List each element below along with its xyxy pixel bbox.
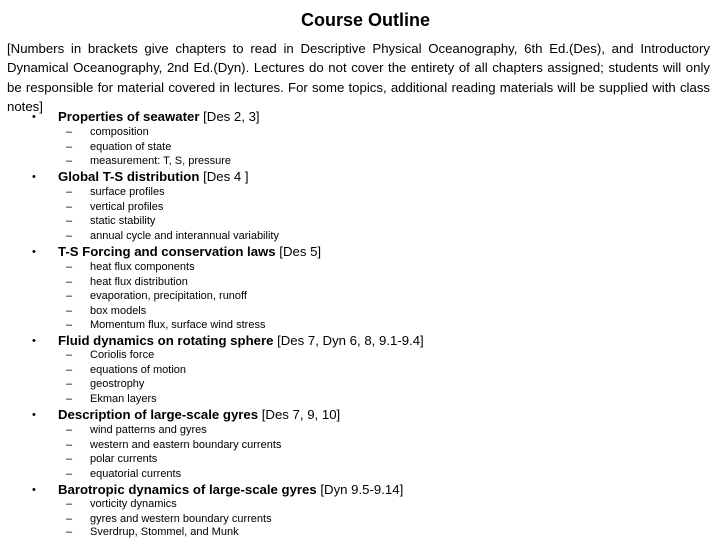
topic-title: Barotropic dynamics of large-scale gyres [58, 482, 317, 497]
list-item-label: gyres and western boundary currents [90, 512, 272, 525]
topic-ref: [Des 2, 3] [199, 109, 260, 124]
dash-icon: – [66, 363, 73, 376]
list-item-label: evaporation, precipitation, runoff [90, 290, 247, 302]
topic-ref: [Des 4 ] [199, 169, 249, 184]
list-item-label: box models [90, 304, 147, 317]
dash-icon: – [66, 229, 73, 242]
list-item-label: Ekman layers [90, 392, 157, 405]
topic-title: Fluid dynamics on rotating sphere [58, 333, 274, 348]
dash-icon: – [66, 378, 73, 390]
list-item-label: annual cycle and interannual variability [90, 229, 279, 242]
list-item-label: geostrophy [90, 378, 145, 390]
dash-icon: – [66, 186, 73, 198]
dash-icon: – [66, 349, 73, 361]
list-item-label: measurement: T, S, pressure [90, 155, 232, 167]
dash-icon: – [66, 512, 73, 525]
dash-icon: – [66, 319, 73, 331]
topic-ref: [Des 7, 9, 10] [258, 407, 341, 422]
list-item-label: western and eastern boundary currents [90, 438, 282, 451]
dash-icon: – [66, 126, 73, 138]
page-title: Course Outline [300, 10, 430, 30]
bullet-icon: • [32, 335, 36, 347]
dash-icon: – [66, 304, 73, 317]
dash-icon: – [66, 275, 73, 288]
dash-icon: – [66, 392, 73, 405]
dash-icon: – [66, 453, 73, 465]
dash-icon: – [66, 290, 73, 302]
dash-icon: – [66, 467, 73, 480]
list-item-label: equatorial currents [90, 467, 182, 480]
topic-ref: [Des 5] [275, 244, 322, 259]
topic-title: Properties of seawater [58, 109, 200, 124]
topic-ref: [Des 7, Dyn 6, 8, 9.1-9.4] [273, 333, 424, 348]
list-item-label: Momentum flux, surface wind stress [90, 319, 266, 331]
list-item-label: wind patterns and gyres [90, 424, 207, 436]
bullet-icon: • [32, 246, 36, 258]
dash-icon: – [66, 498, 73, 510]
list-item-label: vorticity dynamics [90, 498, 177, 510]
list-item-label: vertical profiles [90, 200, 164, 213]
dash-icon: – [66, 438, 73, 451]
dash-icon: – [66, 215, 73, 227]
intro-paragraph: [Numbers in brackets give chapters to read in Descriptive Physical Oceanography, 6th Ed.(Des), and Introductory Dynamical Oceanography, 2nd Ed.(Dyn). Lectures do not cover the entirety of all chapters assigned; students will only be responsible for material covered in lectures. For some topics, additional reading materials will be supplied with class notes] [7, 41, 710, 115]
list-item-label: Coriolis force [90, 349, 155, 361]
bullet-icon: • [32, 409, 36, 421]
topic-title: Description of large-scale gyres [58, 407, 259, 422]
list-item-label: polar currents [90, 453, 158, 465]
dash-icon: – [66, 155, 73, 167]
bullet-icon: • [32, 111, 36, 123]
topic-title: Global T-S distribution [58, 169, 200, 184]
dash-icon: – [66, 424, 73, 436]
list-item-label: equations of motion [90, 363, 187, 376]
list-item-label: static stability [90, 215, 156, 227]
topic-ref: [Dyn 9.5-9.14] [316, 482, 404, 497]
list-item-label: composition [90, 126, 149, 138]
bullet-icon: • [32, 484, 36, 496]
list-item-label: heat flux distribution [90, 275, 188, 288]
topic-title: T-S Forcing and conservation laws [58, 244, 276, 259]
list-item-label: equation of state [90, 140, 172, 153]
dash-icon: – [66, 526, 73, 538]
list-item-label: surface profiles [90, 186, 165, 198]
list-item-label: heat flux components [90, 261, 195, 273]
dash-icon: – [66, 200, 73, 213]
dash-icon: – [66, 261, 73, 273]
bullet-icon: • [32, 171, 36, 183]
list-item-label: Sverdrup, Stommel, and Munk [90, 526, 239, 538]
dash-icon: – [66, 140, 73, 153]
